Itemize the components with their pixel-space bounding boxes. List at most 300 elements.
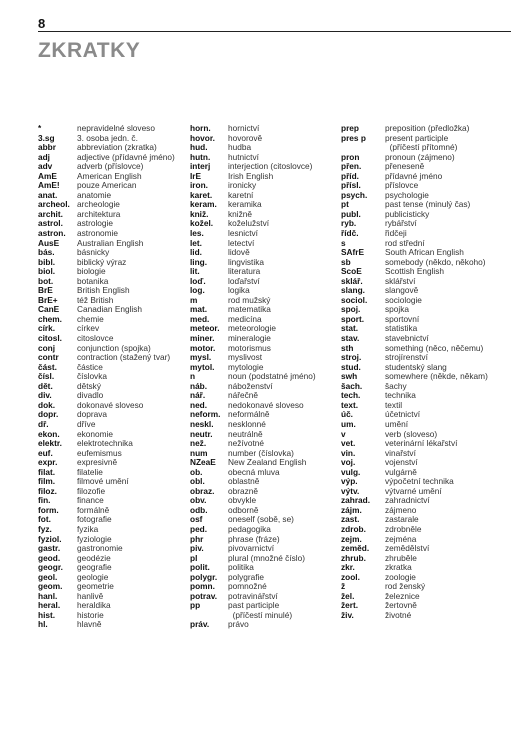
abbreviation-term: kniž. [190,208,209,219]
abbreviation-meaning: vulgárně [385,466,417,477]
abbreviation-term: * [38,123,42,133]
abbreviation-term: polit. [190,562,210,573]
abbreviation-term: archeol. [38,199,70,210]
abbreviation-entry [38,487,184,497]
abbreviation-meaning: ironicky [228,180,257,191]
abbreviation-term: ned. [190,399,208,410]
abbreviation-meaning: nedokonavé sloveso [228,399,304,410]
abbreviation-entry [341,582,516,592]
abbreviation-meaning: sportovní [385,313,420,324]
abbreviation-entry [38,458,184,468]
abbreviation-entry [38,267,184,277]
abbreviation-term: ob. [190,466,203,477]
abbreviation-meaning: spojka [385,304,409,315]
abbreviation-entry [190,382,335,392]
abbreviation-term: filat. [38,466,56,477]
abbreviation-term: psych. [341,189,368,200]
abbreviation-meaning: vojenství [385,457,418,468]
abbreviation-term: sb [341,256,351,267]
abbreviation-meaning: matematika [228,304,271,315]
abbreviation-term: IrE [190,170,202,181]
abbreviation-term: mat. [190,304,208,315]
abbreviation-meaning: 3. osoba jedn. č. [77,132,138,143]
abbreviation-term: zájm. [341,504,362,515]
abbreviation-term: zdrob. [341,523,366,534]
abbreviation-entry [341,401,516,411]
abbreviation-meaning: řidčeji [385,228,407,239]
abbreviation-term: pl [190,552,198,563]
abbreviation-term: náb. [190,380,208,391]
abbreviation-entry [341,410,516,420]
abbreviation-meaning: knižně [228,208,252,219]
abbreviation-meaning: nežívotné [228,438,264,449]
abbreviation-term: výtv. [341,485,360,496]
abbreviation-meaning: obvykle [228,495,257,506]
abbreviation-meaning: biologie [77,266,106,277]
abbreviation-meaning: zhruběle [385,552,417,563]
abbreviation-meaning: pomnožné [228,581,267,592]
abbreviation-term: mysl. [190,352,212,363]
abbreviation-entry [190,305,335,315]
abbreviation-term: slang. [341,285,365,296]
abbreviation-term: šach. [341,380,363,391]
abbreviation-meaning: astrologie [77,218,113,229]
abbreviation-meaning: fyzika [77,523,99,534]
abbreviation-term: obv. [190,495,207,506]
abbreviation-meaning: strojírenství [385,352,428,363]
abbreviation-meaning: verb (sloveso) [385,428,438,439]
abbreviation-meaning: historie [77,609,104,620]
abbreviation-meaning: Scottish English [385,266,445,277]
abbreviation-meaning: chemie [77,313,104,324]
abbreviation-term: voj. [341,457,356,468]
abbreviation-meaning: žertovně [385,600,417,611]
abbreviation-meaning: fotografie [77,514,112,525]
abbreviation-term: hud. [190,142,208,153]
abbreviation-meaning: elektrotechnika [77,438,133,449]
abbreviation-meaning: psychologie [385,189,429,200]
abbreviation-meaning: doprava [77,409,107,420]
abbreviation-term: archit. [38,208,63,219]
abbreviation-meaning: básnicky [77,247,110,258]
abbreviation-meaning: meteorologie [228,323,276,334]
abbreviation-term: fyziol. [38,533,62,544]
abbreviation-entry [38,477,184,487]
abbreviation-meaning: zastarale [385,514,419,525]
abbreviation-term: biol. [38,266,56,277]
abbreviation-meaning: adjective (přídavné jméno) [77,151,175,162]
abbreviation-term: prep [341,123,359,133]
abbreviation-entry [38,582,184,592]
abbreviation-meaning: geologie [77,571,109,582]
abbreviation-term: contr [38,352,59,363]
abbreviation-term: s [341,237,346,248]
abbreviation-entry [38,372,184,382]
abbreviation-meaning: Canadian English [77,304,143,315]
abbreviation-meaning: literatura [228,266,261,277]
abbreviation-meaning: pronoun (zájmeno) [385,151,455,162]
abbreviation-entry [341,573,516,583]
abbreviation-meaning: American English [77,170,142,181]
page-number: 8 [38,16,46,31]
abbreviation-term: stroj. [341,352,362,363]
abbreviation-term: ped. [190,523,208,534]
abbreviation-meaning: obrazně [228,485,258,496]
abbreviation-entry [341,153,516,163]
abbreviation-term: loď. [190,275,206,286]
abbreviation-term: conj [38,342,56,353]
abbreviation-meaning: geodézie [77,552,111,563]
abbreviation-entry [38,563,184,573]
abbreviation-entry [190,620,335,630]
abbreviation-term: zast. [341,514,360,525]
abbreviation-meaning: adverb (příslovce) [77,161,144,172]
abbreviation-term: BrE [38,285,53,296]
abbreviation-meaning: šachy [385,380,407,391]
abbreviation-meaning: rod ženský [385,581,426,592]
abbreviation-entry [190,277,335,287]
abbreviation-entry [190,344,335,354]
abbreviation-entry [38,239,184,249]
abbreviation-entry [190,134,335,144]
abbreviation-meaning: lingvistika [228,256,264,267]
abbreviation-meaning: anatomie [77,189,112,200]
abbreviation-term: potrav. [190,590,218,601]
abbreviation-term: v [341,428,346,439]
abbreviation-meaning: zkratka [385,562,412,573]
abbreviation-meaning: sklářství [385,275,416,286]
abbreviation-meaning: přídavné jméno [385,170,443,181]
abbreviation-entry [38,515,184,525]
abbreviation-term: adv [38,161,53,172]
abbreviation-entry [341,506,516,516]
abbreviation-term: tech. [341,390,361,401]
abbreviation-entry [341,286,516,296]
abbreviation-entry [341,563,516,573]
abbreviation-term: miner. [190,333,215,344]
abbreviation-term: stav. [341,333,360,344]
abbreviation-meaning: textil [385,399,403,410]
abbreviation-meaning: filmové umění [77,476,129,487]
abbreviation-meaning: zdrobněle [385,523,422,534]
abbreviation-term: karet. [190,189,213,200]
abbreviation-meaning: studentský slang [385,361,447,372]
abbreviation-entry [341,601,516,611]
abbreviation-term: bot. [38,275,54,286]
abbreviation-meaning: rod střední [385,237,425,248]
abbreviation-term: um. [341,418,356,429]
abbreviation-term: vulg. [341,466,361,477]
abbreviation-term: heral. [38,600,61,611]
abbreviation-meaning: účetnictví [385,409,421,420]
abbreviation-entry [341,344,516,354]
abbreviation-meaning: fyziologie [77,533,112,544]
abbreviation-meaning: (příčestí minulé) [228,609,293,620]
abbreviation-meaning: polygrafie [228,571,264,582]
abbreviation-term: neutr. [190,428,213,439]
abbreviation-meaning: letectví [228,237,255,248]
abbreviation-entry [190,200,335,210]
abbreviation-term: pomn. [190,581,215,592]
abbreviation-term: euf. [38,447,53,458]
abbreviation-meaning: právo [228,619,249,630]
abbreviation-meaning: nesklonné [228,418,266,429]
abbreviation-meaning: logika [228,285,250,296]
abbreviation-meaning: conjunction (spojka) [77,342,151,353]
abbreviation-meaning: veterinární lékařství [385,438,458,449]
abbreviation-meaning: neformálně [228,409,270,420]
abbreviation-meaning: koželužství [228,218,270,229]
abbreviation-entry [38,496,184,506]
abbreviation-entry [38,620,184,630]
abbreviation-entry [38,363,184,373]
abbreviation-term: sth [341,342,354,353]
abbreviation-meaning: oneself (sobě, se) [228,514,294,525]
abbreviation-meaning: pivovarnictví [228,543,275,554]
abbreviation-term: obl. [190,476,205,487]
abbreviation-term: zeměd. [341,543,370,554]
abbreviation-term: osf [190,514,203,525]
abbreviation-entry [341,315,516,325]
abbreviation-meaning: hanlivě [77,590,104,601]
abbreviation-meaning: publicisticky [385,208,430,219]
abbreviation-term: SAfrE [341,247,365,258]
abbreviation-meaning: geometrie [77,581,114,592]
abbreviation-entry [341,496,516,506]
abbreviation-term: les. [190,228,204,239]
abbreviation-term: spoj. [341,304,361,315]
abbreviation-term: sport. [341,313,365,324]
abbreviation-meaning: dokonavé sloveso [77,399,144,410]
abbreviation-meaning: oblastně [228,476,260,487]
abbreviation-term: příd. [341,170,359,181]
abbreviation-entry [190,258,335,268]
abbreviation-term: filoz. [38,485,57,496]
abbreviation-meaning: technika [385,390,416,401]
abbreviation-meaning: vinařství [385,447,416,458]
abbreviation-term: chem. [38,313,62,324]
abbreviation-meaning: astronomie [77,228,119,239]
abbreviation-entry [38,401,184,411]
abbreviation-term: pron [341,151,360,162]
abbreviation-meaning: heraldika [77,600,111,611]
abbreviation-column-2 [190,124,335,630]
abbreviation-entry [190,487,335,497]
abbreviation-term: mytol. [190,361,215,372]
abbreviation-term: n [190,371,196,382]
abbreviation-term: úč. [341,409,353,420]
abbreviation-meaning: loďařství [228,275,260,286]
abbreviation-column-3 [341,124,516,620]
abbreviation-entry [341,172,516,182]
abbreviation-meaning: ekonomie [77,428,113,439]
abbreviation-term: sociol. [341,294,368,305]
abbreviation-entry [190,219,335,229]
abbreviation-term: zahrad. [341,495,371,506]
abbreviation-meaning: církev [77,323,100,334]
abbreviation-meaning: geografie [77,562,112,573]
abbreviation-entry [341,611,516,621]
abbreviation-term: zool. [341,571,360,582]
abbreviation-term: ekon. [38,428,60,439]
abbreviation-entry [341,210,516,220]
abbreviation-entry [341,219,516,229]
abbreviation-meaning: noun (podstatné jméno) [228,371,316,382]
page-title: ZKRATKY [38,39,141,62]
abbreviation-meaning: hovorově [228,132,263,143]
abbreviation-meaning: dříve [77,418,96,429]
abbreviation-meaning: formálně [77,504,110,515]
abbreviation-term: círk. [38,323,56,334]
abbreviation-meaning: New Zealand English [228,457,307,468]
abbreviation-term: neskl. [190,418,214,429]
abbreviation-term: bás. [38,247,55,258]
abbreviation-entry [341,525,516,535]
abbreviation-meaning: citoslovce [77,333,114,344]
abbreviation-term: NZeaE [190,457,216,468]
abbreviation-entry [341,267,516,277]
abbreviation-meaning: abbreviation (zkratka) [77,142,157,153]
abbreviation-term: form. [38,504,59,515]
abbreviation-entry [190,239,335,249]
abbreviation-term: ž [341,581,346,592]
abbreviation-term: phr [190,533,204,544]
abbreviation-term: iron. [190,180,208,191]
abbreviation-entry [38,410,184,420]
abbreviation-entry [341,296,516,306]
abbreviation-meaning: politika [228,562,254,573]
abbreviation-entry [341,592,516,602]
abbreviation-meaning: pedagogika [228,523,271,534]
abbreviation-meaning: číslovka [77,371,107,382]
abbreviation-entry [38,258,184,268]
abbreviation-entry [38,315,184,325]
abbreviation-meaning: rod mužský [228,294,271,305]
abbreviation-column-1 [38,124,184,630]
abbreviation-term: pp [190,600,201,611]
abbreviation-meaning: pouze American [77,180,137,191]
abbreviation-meaning: též British [77,294,114,305]
abbreviation-term: zejm. [341,533,362,544]
abbreviation-entry [341,544,516,554]
abbreviation-term: AmE [38,170,57,181]
abbreviation-meaning: medicína [228,313,262,324]
abbreviation-term: AmE! [38,180,60,191]
abbreviation-term: hist. [38,609,56,620]
abbreviation-meaning: phrase (fráze) [228,533,280,544]
abbreviation-term: žel. [341,590,355,601]
abbreviation-entry [341,305,516,315]
abbreviation-meaning: zejména [385,533,417,544]
abbreviation-term: hanl. [38,590,58,601]
abbreviation-meaning: divadlo [77,390,104,401]
abbreviation-meaning: příslovce [385,180,419,191]
abbreviation-term: neform. [190,409,221,420]
abbreviation-meaning: something (něco, něčemu) [385,342,484,353]
abbreviation-term: motor. [190,342,216,353]
abbreviation-term: 3.sg [38,132,55,143]
abbreviation-term: hovor. [190,132,215,143]
abbreviation-term: vet. [341,438,356,449]
abbreviation-meaning: filozofie [77,485,106,496]
abbreviation-term: fyz. [38,523,52,534]
abbreviation-term: dř. [38,418,49,429]
abbreviation-term: CanE [38,304,60,315]
abbreviation-entry [341,439,516,449]
abbreviation-entry [341,449,516,459]
abbreviation-term: expr. [38,457,58,468]
abbreviation-entry [190,143,335,153]
abbreviation-term: řídč. [341,228,359,239]
abbreviation-meaning: odborně [228,504,259,515]
abbreviation-meaning: karetní [228,189,254,200]
abbreviation-meaning: Australian English [77,237,144,248]
abbreviation-term: nář. [190,390,206,401]
abbreviation-meaning: eufemismus [77,447,122,458]
abbreviation-term: publ. [341,208,361,219]
abbreviation-term: text. [341,399,359,410]
abbreviation-meaning: hutnictví [228,151,259,162]
abbreviation-term: fot. [38,514,51,525]
abbreviation-meaning: architektura [77,208,121,219]
abbreviation-entry [341,277,516,287]
abbreviation-term: geogr. [38,562,63,573]
abbreviation-term: med. [190,313,210,324]
abbreviation-meaning: somewhere (někde, někam) [385,371,488,382]
abbreviation-meaning: number (číslovka) [228,447,294,458]
abbreviation-term: odb. [190,504,208,515]
abbreviation-term: pt [341,199,349,210]
abbreviation-meaning: zájmeno [385,504,417,515]
abbreviation-entry [190,554,335,564]
abbreviation-term: swh [341,371,358,382]
abbreviation-entry [190,468,335,478]
abbreviation-term: obraz. [190,485,215,496]
abbreviation-term: stat. [341,323,359,334]
abbreviation-term: kožel. [190,218,214,229]
abbreviation-entry [341,458,516,468]
abbreviation-term: interj [190,161,211,172]
abbreviation-term: astrol. [38,218,63,229]
abbreviation-meaning: myslivost [228,352,263,363]
abbreviation-meaning: (příčestí přítomné) [385,142,458,153]
abbreviation-term: než. [190,438,207,449]
abbreviation-meaning: expresivně [77,457,118,468]
abbreviation-entry [341,391,516,401]
abbreviation-meaning: výtvarné umění [385,485,442,496]
abbreviation-term: ScoE [341,266,362,277]
abbreviation-entry [190,496,335,506]
abbreviation-meaning: past participle [228,600,280,611]
abbreviation-entry [38,611,184,621]
abbreviation-meaning: zoologie [385,571,416,582]
abbreviation-term: přísl. [341,180,361,191]
abbreviation-entry [190,172,335,182]
abbreviation-term: živ. [341,609,354,620]
abbreviation-term: ryb. [341,218,357,229]
abbreviation-term: piv. [190,543,204,554]
abbreviation-meaning: sociologie [385,294,422,305]
abbreviation-meaning: gastronomie [77,543,123,554]
abbreviation-entry [341,372,516,382]
abbreviation-meaning: lesnictví [228,228,258,239]
abbreviation-meaning: umění [385,418,409,429]
abbreviation-term: div. [38,390,52,401]
abbreviation-entry [341,515,516,525]
abbreviation-meaning: rybářství [385,218,417,229]
abbreviation-meaning: hornictví [228,123,260,133]
abbreviation-meaning: železnice [385,590,420,601]
